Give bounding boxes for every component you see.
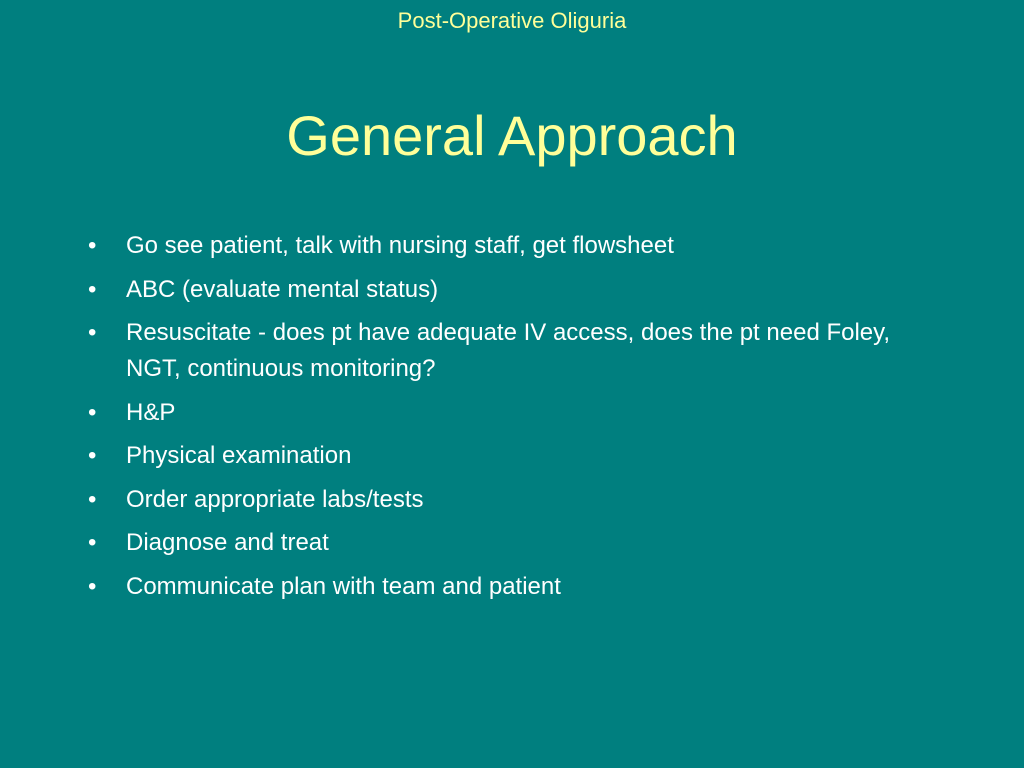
bullet-text: Order appropriate labs/tests xyxy=(126,485,424,513)
bullet-item xyxy=(88,482,948,518)
bullet-item xyxy=(88,569,948,605)
bullet-text: ABC (evaluate mental status) xyxy=(126,275,439,303)
slide-header: Post-Operative Oliguria xyxy=(397,8,627,33)
bullet-text: Resuscitate - does pt have adequate IV access, does the pt need Foley, NGT, continuous monitoring? xyxy=(126,319,891,382)
bullet-icon: • xyxy=(88,485,97,513)
bullet-list xyxy=(88,228,948,612)
bullet-icon: • xyxy=(88,398,97,426)
bullet-item xyxy=(88,395,948,431)
bullet-text: Physical examination xyxy=(126,442,352,469)
bullet-item xyxy=(88,272,948,308)
bullet-text: Diagnose and treat xyxy=(126,529,329,556)
bullet-item xyxy=(88,228,948,264)
bullet-icon: • xyxy=(88,232,97,259)
bullet-item xyxy=(88,438,948,474)
bullet-item xyxy=(88,525,948,561)
bullet-text: Go see patient, talk with nursing staff, get flowsheet xyxy=(126,232,674,259)
bullet-icon: • xyxy=(88,442,97,469)
bullet-text: Communicate plan with team and patient xyxy=(126,572,561,600)
bullet-icon: • xyxy=(88,572,97,600)
bullet-text: H&P xyxy=(126,398,176,426)
bullet-icon: • xyxy=(88,529,97,556)
slide-title: General Approach xyxy=(286,104,738,167)
bullet-icon: • xyxy=(88,275,97,303)
bullet-item xyxy=(88,315,948,387)
bullet-icon: • xyxy=(88,319,97,346)
